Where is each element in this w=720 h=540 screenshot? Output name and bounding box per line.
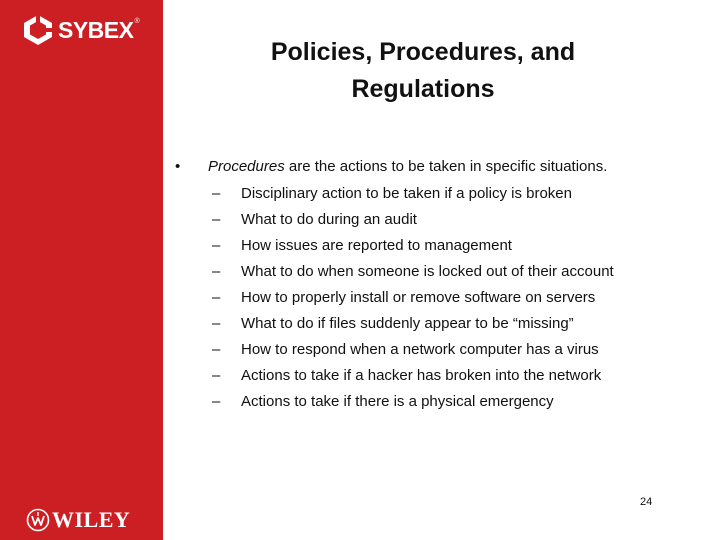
sub-bullet-item	[175, 311, 705, 337]
trademark-symbol: ®	[134, 18, 140, 25]
sybex-logo	[22, 10, 140, 50]
sub-bullet-item	[175, 389, 705, 415]
main-bullet	[175, 155, 705, 179]
dash-marker: –	[212, 237, 221, 254]
sub-bullet-text: What to do during an audit	[241, 211, 417, 228]
red-sidebar	[0, 0, 163, 540]
dash-marker: –	[212, 185, 221, 202]
dash-marker: –	[212, 211, 221, 228]
dash-marker: –	[212, 315, 221, 332]
sybex-wordmark: SYBEX	[58, 16, 134, 43]
bullet-marker: •	[175, 158, 181, 175]
sub-bullet-text: How issues are reported to management	[241, 237, 512, 254]
title-line-1: Policies, Procedures, and	[270, 38, 576, 66]
dash-marker: –	[212, 263, 221, 280]
sub-bullet-item	[175, 285, 705, 311]
dash-marker: –	[212, 289, 221, 306]
dash-marker: –	[212, 393, 221, 410]
dash-marker: –	[212, 341, 221, 358]
sub-bullet-text: How to respond when a network computer has a virus	[241, 341, 599, 358]
dash-marker: –	[212, 367, 221, 384]
title-line-2: Regulations	[351, 75, 495, 103]
main-bullet-emphasis: Procedures	[208, 158, 285, 175]
sub-bullet-text: Disciplinary action to be taken if a policy is broken	[241, 185, 572, 202]
sub-bullet-text: What to do if files suddenly appear to be “missing”	[241, 315, 574, 332]
page-number: 24	[640, 496, 653, 508]
sub-bullet-item	[175, 259, 705, 285]
sub-bullet-item	[175, 233, 705, 259]
main-bullet-text: are the actions to be taken in specific situations.	[284, 158, 608, 175]
wiley-wordmark: WILEY	[52, 507, 131, 532]
sub-bullet-text: Actions to take if a hacker has broken into the network	[241, 367, 602, 384]
sub-bullet-item	[175, 181, 705, 207]
wiley-seal-icon	[26, 508, 50, 532]
wiley-logo	[26, 508, 130, 532]
slide-title	[163, 34, 683, 108]
slide-content	[175, 155, 705, 415]
sub-bullet-item	[175, 207, 705, 233]
sub-bullet-item	[175, 337, 705, 363]
sybex-logo-icon	[22, 14, 54, 46]
sub-bullet-list	[175, 181, 705, 415]
sub-bullet-item	[175, 363, 705, 389]
sub-bullet-text: What to do when someone is locked out of their account	[241, 263, 614, 280]
sub-bullet-text: How to properly install or remove software on servers	[241, 289, 596, 306]
sub-bullet-text: Actions to take if there is a physical emergency	[241, 393, 554, 410]
